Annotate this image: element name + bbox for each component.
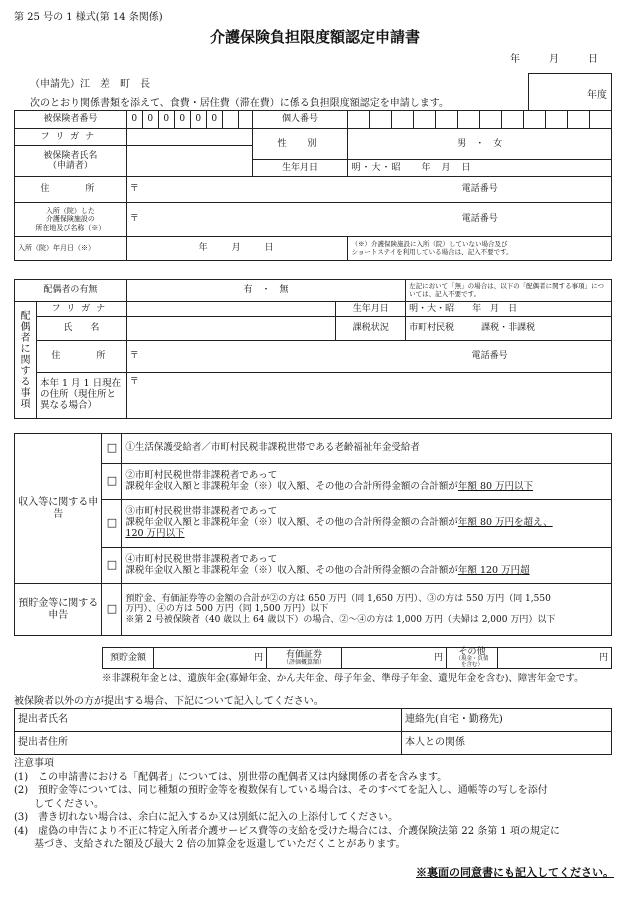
spouse-prev-address-label: 本年 1 月 1 日現在の住所（現住所と異なる場合） <box>36 373 126 419</box>
other-label-cell <box>447 648 498 669</box>
other-sub2: を含む） <box>460 661 483 668</box>
notes <box>14 757 560 852</box>
admission-date-value[interactable]: 年 月 日 <box>126 237 348 261</box>
furigana-field[interactable] <box>126 129 252 146</box>
insured-name-field[interactable] <box>126 146 252 177</box>
spouse-furigana-field[interactable] <box>126 302 335 317</box>
note-2-cont: してください。 <box>14 798 104 810</box>
notes-heading: 注意事項 <box>14 758 54 769</box>
spouse-presence-note: 左記において「無」の場合は、以下の「配偶者に関する事項」については、記入不要です。 <box>406 280 612 302</box>
spouse-address-field[interactable] <box>126 341 611 373</box>
income-option-3 <box>122 500 612 548</box>
spouse-address-label: 住 所 <box>36 341 126 373</box>
spouse-phone-label: 電話番号 <box>471 351 508 362</box>
insured-name-label: 被保険者氏名 （申請者） <box>15 146 127 177</box>
non-taxable-note: ※非課税年金とは、遺族年金(寡婦年金、かん夫年金、母子年金、準母子年金、遺児年金を含む)、障害年金です。 <box>102 673 584 684</box>
facility-field[interactable] <box>126 203 611 237</box>
savings-checkbox[interactable]: □ <box>102 584 122 636</box>
personal-number-field[interactable] <box>348 111 612 129</box>
facility-label: 入所（院）した 介護保険施設の 所在地及び名称（※） <box>15 203 127 237</box>
digit-3[interactable]: 0 <box>158 111 174 129</box>
other-label: その他 <box>458 647 486 657</box>
postal-mark: 〒 <box>129 184 139 195</box>
submitter-address-field[interactable] <box>15 732 402 755</box>
deposit-label: 預貯金額 <box>103 648 154 669</box>
income-option-2-limit: 年額 80 万円以下 <box>457 480 534 492</box>
note-3: (3) 書き切れない場合は、余白に記入するか又は別紙に記入の上添付してください。 <box>14 812 399 823</box>
spouse-furigana-label: フリガナ <box>36 302 126 317</box>
securities-yen: 円 <box>433 652 443 663</box>
addressee: （申請先）江 差 町 長 <box>30 79 150 90</box>
savings-line2: 万円）、④の方は 500 万円（同 1,500 万円）以下 <box>125 604 329 615</box>
year-box[interactable] <box>528 73 612 111</box>
spouse-prev-postal-mark: 〒 <box>129 377 139 387</box>
submitter-intro: 被保険者以外の方が提出する場合、下記について記入してください。 <box>14 696 324 707</box>
spouse-tax-value[interactable]: 市町村民税 課税・非課税 <box>406 317 612 341</box>
spouse-tax-label: 課税状況 <box>336 317 406 341</box>
other-sub1: （現金・負債 <box>455 656 489 662</box>
income-option-4-checkbox[interactable]: □ <box>102 548 122 584</box>
income-option-3-checkbox[interactable]: □ <box>102 500 122 548</box>
insured-number-label: 被保険者番号 <box>15 111 127 129</box>
securities-label: 有価証券 <box>285 649 322 660</box>
date-line[interactable]: 年 月 日 <box>510 54 601 65</box>
spouse-postal-mark: 〒 <box>129 351 139 362</box>
spouse-presence-options[interactable]: 有 ・ 無 <box>126 280 405 302</box>
form-number: 第 25 号の 1 様式(第 14 条関係) <box>14 12 163 23</box>
savings-line3: ※第 2 号被保険者（40 歳以上 64 歳以下）の場合、②～④の方は 1,000 万円（夫婦は 2,000 万円）以下 <box>125 614 556 625</box>
intro-text: 次のとおり関係書類を添えて、食費・居住費（滞在費）に係る負担限度額認定を申請します。 <box>30 98 449 109</box>
income-option-3-limit: 年額 80 万円を超え、 <box>457 517 553 529</box>
personal-number-label: 個人番号 <box>252 111 348 129</box>
digit-4[interactable]: 0 <box>174 111 190 129</box>
sex-label: 性 別 <box>252 129 348 160</box>
birth-label: 生年月日 <box>252 160 348 177</box>
admission-date-label: 入所（院）年月日（※） <box>15 237 127 261</box>
page-title: 介護保険負担限度額認定申請書 <box>209 28 420 46</box>
address-field[interactable] <box>126 177 611 203</box>
deposit-field[interactable] <box>154 648 267 669</box>
income-table <box>14 433 612 636</box>
submitter-table <box>14 708 612 755</box>
securities-sub: （評価概算額） <box>282 658 325 666</box>
income-option-4-limit: 年額 120 万円超 <box>457 564 530 576</box>
income-option-3-limit-2: 120 万円以下 <box>125 527 185 539</box>
savings-text <box>122 584 612 636</box>
submitter-relation-field[interactable] <box>402 732 612 755</box>
spouse-presence-label: 配偶者の有無 <box>15 280 127 302</box>
securities-label-cell <box>267 648 342 669</box>
phone-label: 電話番号 <box>461 184 498 195</box>
digit-6[interactable]: 0 <box>206 111 222 129</box>
spouse-prev-address-field[interactable] <box>126 373 611 419</box>
income-option-3-line2: 課税年金収入額と非課税年金（※）収入額、その他の合計所得金額の合計額が <box>125 517 458 529</box>
year-label: 年度 <box>587 90 607 101</box>
facility-note: （※）介護保険施設に入所（院）していない場合及び ショートステイを利用している場合は、記入不要です。 <box>348 237 612 261</box>
digit-5[interactable]: 0 <box>190 111 206 129</box>
note-4: (4) 虚偽の申告により不正に特定入所者介護サービス費等の支給を受けた場合には、介護保険法第 22 条第 1 項の規定に <box>14 825 560 837</box>
submitter-name-label: 提出者氏名 <box>18 714 68 726</box>
insured-table <box>14 110 612 261</box>
spouse-table <box>14 279 612 419</box>
back-page-note: ※裏面の同意書にも記入してください。 <box>416 866 614 879</box>
digit-1[interactable]: 0 <box>126 111 142 129</box>
income-option-2-checkbox[interactable]: □ <box>102 464 122 500</box>
income-label: 収入等に関する申告 <box>15 434 102 584</box>
income-option-2-line1: ②市町村民税世帯非課税者であって <box>125 469 278 481</box>
income-option-1-text: ①生活保護受給者／市町村民税非課税世帯である老齢福祉年金受給者 <box>122 434 612 464</box>
savings-label: 預貯金等に関する申告 <box>15 584 102 636</box>
address-label: 住 所 <box>15 177 127 203</box>
submitter-address-label: 提出者住所 <box>18 737 68 749</box>
other-yen: 円 <box>598 652 608 663</box>
spouse-name-field[interactable] <box>126 317 335 341</box>
spouse-section-label: 配偶者に関する事項 <box>15 302 37 419</box>
facility-postal-mark: 〒 <box>129 214 139 225</box>
note-2: (2) 預貯金等については、同じ種類の預貯金等を複数保有している場合は、そのすべてを記入し、通帳等の写しを添付 <box>14 785 548 796</box>
submitter-name-field[interactable] <box>15 709 402 732</box>
other-field[interactable] <box>498 648 612 669</box>
furigana-label: フリガナ <box>15 129 127 146</box>
income-option-3-line1: ③市町村民税世帯非課税者であって <box>125 506 278 518</box>
facility-phone-label: 電話番号 <box>461 214 498 225</box>
submitter-contact-field[interactable] <box>402 709 612 732</box>
digit-2[interactable]: 0 <box>142 111 158 129</box>
spouse-name-label: 氏 名 <box>36 317 126 341</box>
income-option-2 <box>122 464 612 500</box>
income-option-1-checkbox[interactable]: □ <box>102 434 122 464</box>
income-option-4-line1: ④市町村民税世帯非課税者であって <box>125 553 278 565</box>
spouse-birth-value[interactable]: 明・大・昭 年 月 日 <box>406 302 612 317</box>
note-1: (1) この申請書における「配偶者」については、別世帯の配偶者又は内縁関係の者を含みます。 <box>14 771 448 783</box>
digit-7[interactable] <box>222 111 238 129</box>
income-option-4 <box>122 548 612 584</box>
note-4-cont: 基づき、支給された額及び最大 2 倍の加算金を返還していただくことがあります。 <box>14 839 406 850</box>
amounts-table <box>102 647 612 669</box>
digit-8[interactable] <box>238 111 252 129</box>
sex-options[interactable]: 男 ・ 女 <box>348 129 612 160</box>
income-option-4-line2: 課税年金収入額と非課税年金（※）収入額、その他の合計所得金額の合計額が <box>125 564 458 576</box>
birth-value[interactable]: 明・大・昭 年 月 日 <box>348 160 612 177</box>
savings-line1: 預貯金、有価証券等の金額の合計が②の方は 650 万円（同 1,650 万円）、③の方は 550 万円（同 1,550 <box>125 593 551 604</box>
securities-field[interactable] <box>342 648 447 669</box>
spouse-birth-label: 生年月日 <box>336 302 406 317</box>
submitter-relation-label: 本人との関係 <box>405 737 465 749</box>
submitter-contact-label: 連絡先(自宅・勤務先) <box>405 714 503 726</box>
deposit-yen: 円 <box>253 652 263 663</box>
income-option-2-line2: 課税年金収入額と非課税年金（※）収入額、その他の合計所得金額の合計額が <box>125 480 458 492</box>
